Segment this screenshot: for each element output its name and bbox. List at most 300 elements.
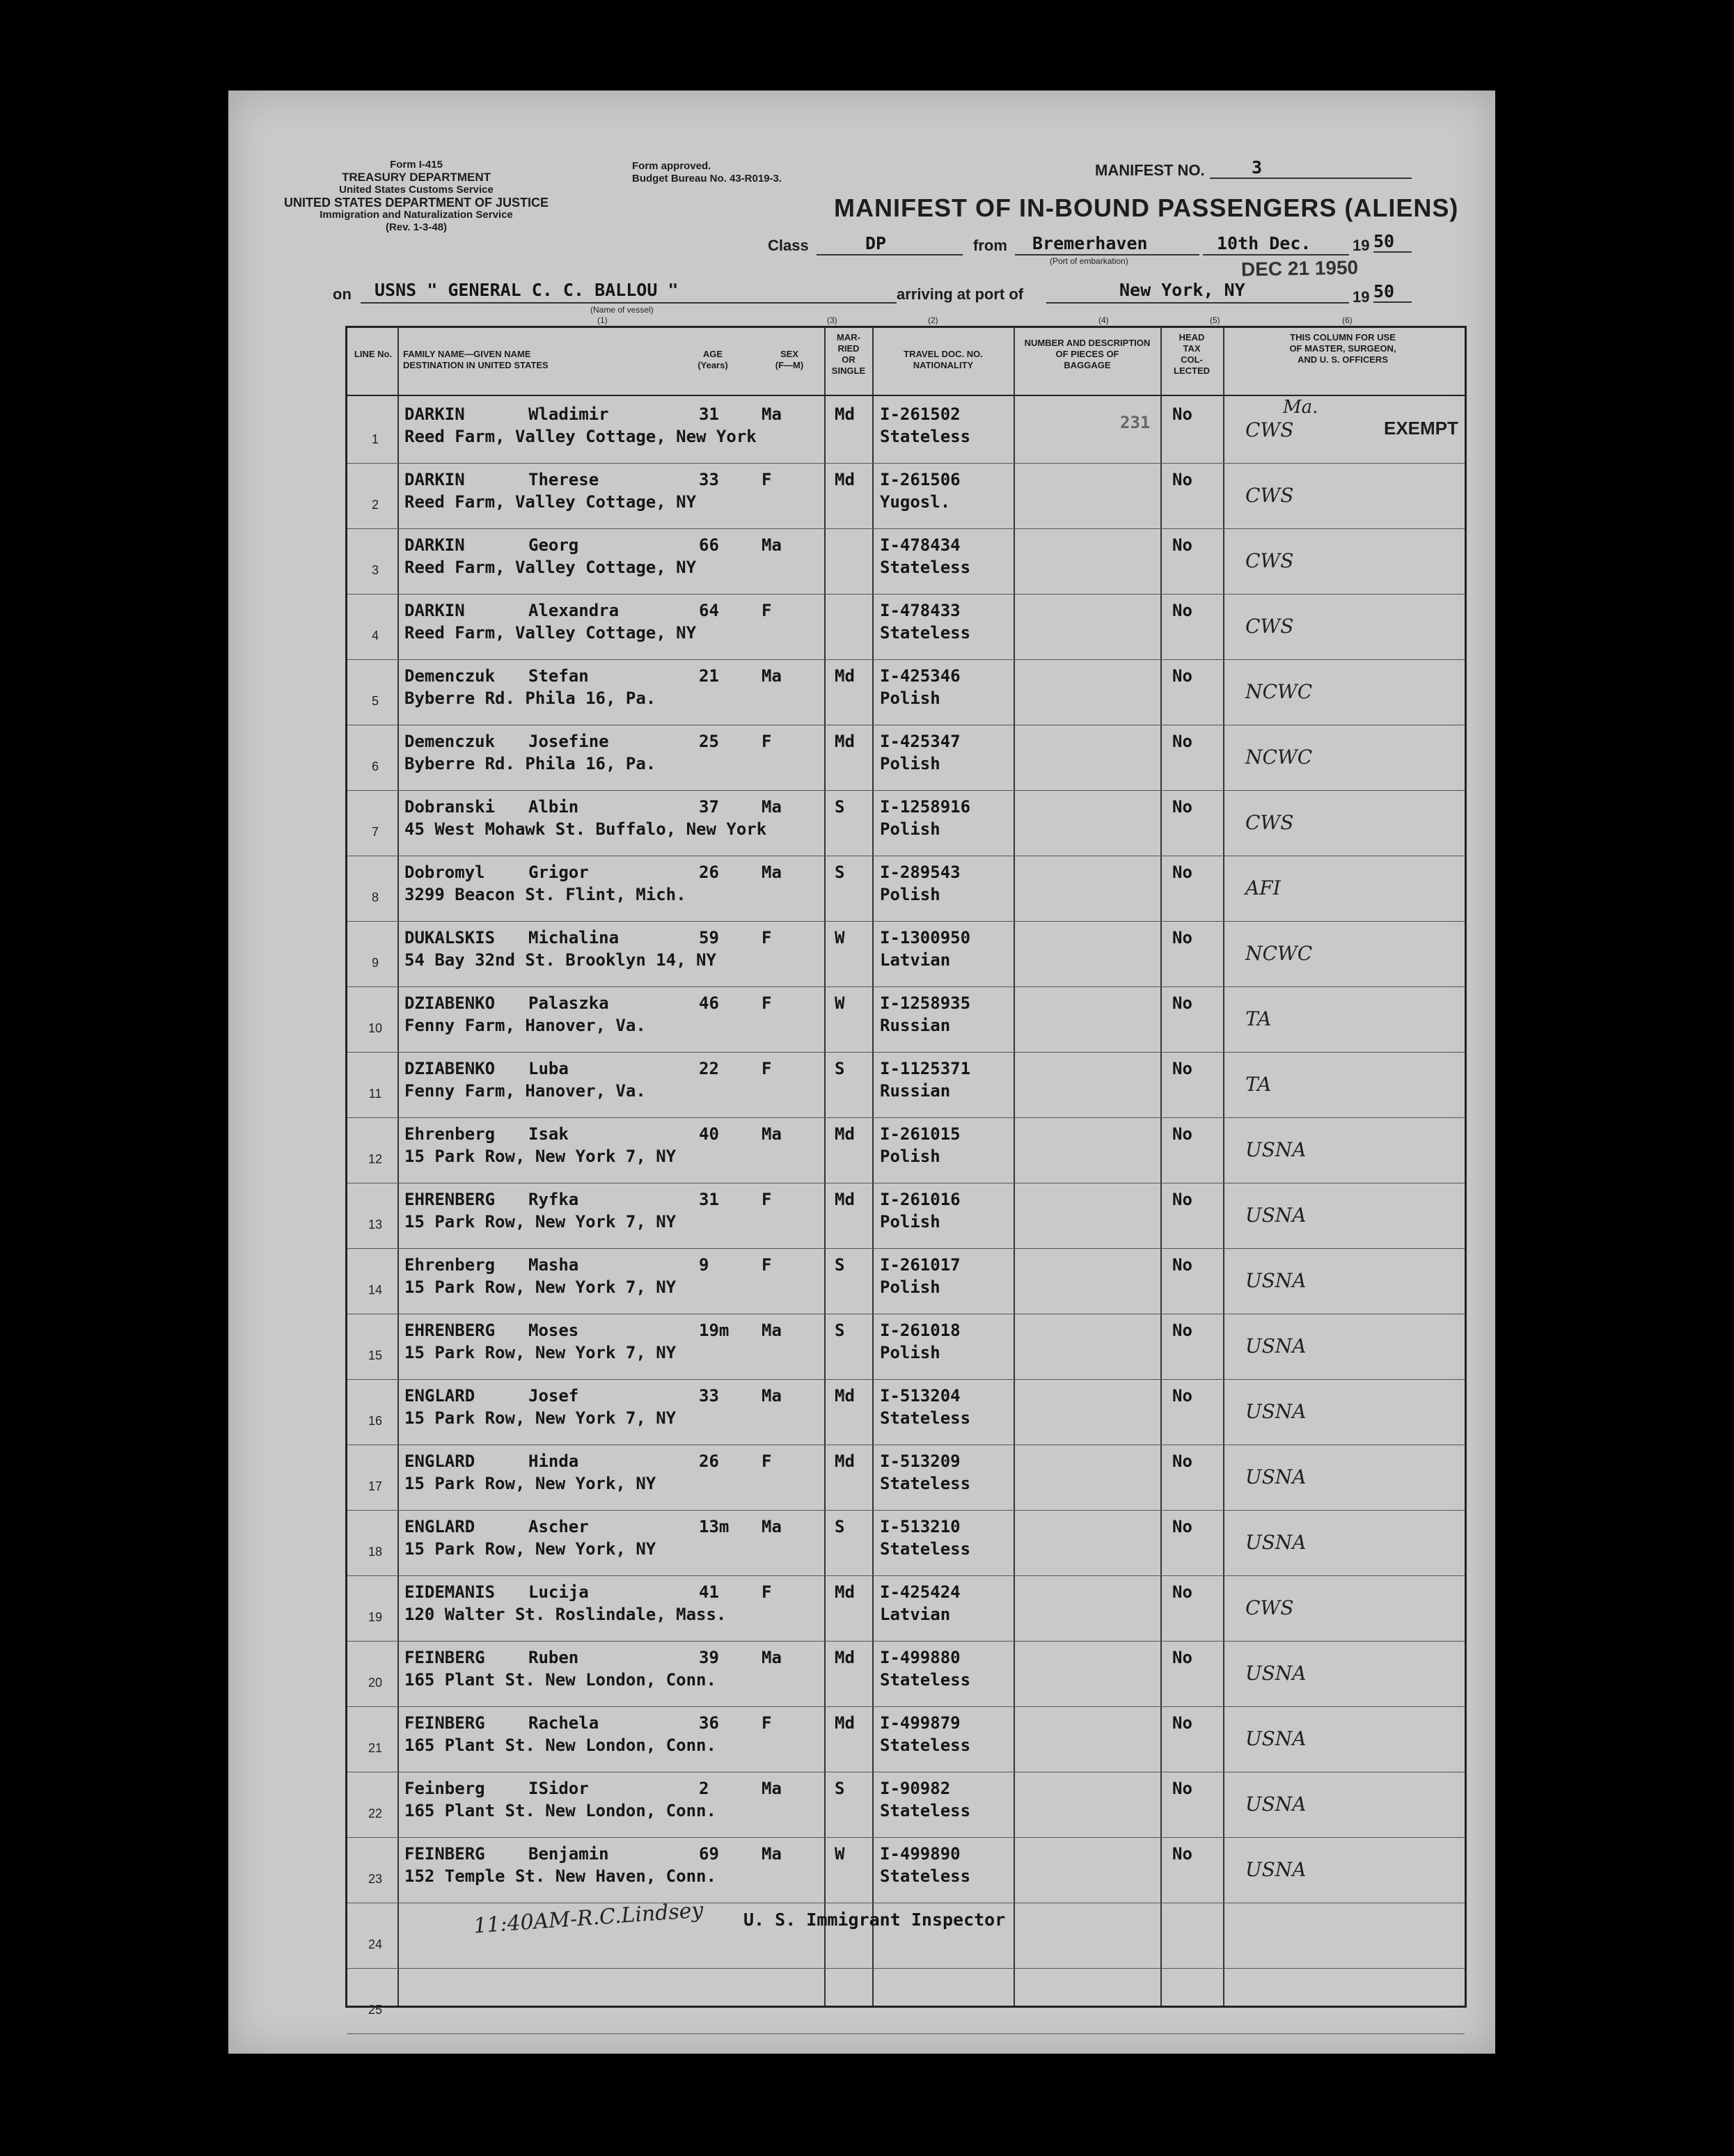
row-travel-doc: I-1258935 bbox=[880, 993, 971, 1013]
revision: (Rev. 1-3-48) bbox=[385, 221, 448, 233]
row-age: 22 bbox=[699, 1059, 719, 1078]
row-head-tax: No bbox=[1172, 797, 1192, 817]
row-age: 31 bbox=[699, 1190, 719, 1209]
page-title: MANIFEST OF IN-BOUND PASSENGERS (ALIENS) bbox=[834, 194, 1459, 222]
row-given-name: Masha bbox=[528, 1255, 579, 1275]
row-age: 25 bbox=[699, 732, 719, 751]
ma-annotation: Ma. bbox=[1283, 397, 1318, 418]
row-nationality: Polish bbox=[880, 688, 940, 708]
row-destination: Fenny Farm, Hanover, Va. bbox=[404, 1016, 646, 1035]
row-destination: Byberre Rd. Phila 16, Pa. bbox=[404, 688, 656, 708]
table-row bbox=[347, 1314, 1465, 1378]
row-head-tax: No bbox=[1172, 601, 1192, 620]
date-value: 10th Dec. bbox=[1217, 233, 1311, 253]
row-family-name: DUKALSKIS bbox=[404, 928, 496, 947]
row-family-name: DZIABENKO bbox=[404, 1059, 496, 1078]
row-travel-doc: I-425347 bbox=[880, 732, 961, 751]
row-nationality: Stateless bbox=[880, 1474, 971, 1493]
table-row bbox=[347, 725, 1465, 789]
arriving-port: New York, NY bbox=[1119, 280, 1245, 300]
row-travel-doc: I-499880 bbox=[880, 1648, 961, 1667]
row-line-number: 16 bbox=[368, 1414, 383, 1428]
row-sex: F bbox=[762, 1713, 772, 1733]
row-marital-status: Md bbox=[835, 470, 855, 489]
row-given-name: Benjamin bbox=[528, 1844, 609, 1864]
col-header-name: FAMILY NAME—GIVEN NAME DESTINATION IN UNITED STATES bbox=[403, 349, 549, 370]
row-marital-status: S bbox=[835, 1779, 845, 1798]
class-label: Class bbox=[768, 237, 809, 254]
row-marital-status: Md bbox=[835, 732, 855, 751]
row-age: 33 bbox=[699, 1386, 719, 1406]
row-nationality: Polish bbox=[880, 1147, 940, 1166]
row-given-name: Albin bbox=[528, 797, 579, 817]
row-sex: Ma bbox=[762, 404, 782, 424]
row-travel-doc: I-425424 bbox=[880, 1582, 961, 1602]
table-row bbox=[347, 986, 1465, 1051]
class-value: DP bbox=[865, 233, 887, 253]
row-family-name: EHRENBERG bbox=[404, 1321, 496, 1340]
row-marital-status: Md bbox=[835, 1713, 855, 1733]
row-travel-doc: I-425346 bbox=[880, 666, 961, 686]
row-line-number: 13 bbox=[368, 1218, 383, 1232]
row-destination: 152 Temple St. New Haven, Conn. bbox=[404, 1866, 716, 1886]
row-destination: 15 Park Row, New York 7, NY bbox=[404, 1147, 677, 1166]
row-marital-status: Md bbox=[835, 1124, 855, 1144]
row-destination: Reed Farm, Valley Cottage, NY bbox=[404, 492, 697, 512]
row-given-name: Wladimir bbox=[528, 404, 609, 424]
row-head-tax: No bbox=[1172, 732, 1192, 751]
row-marital-status: S bbox=[835, 1517, 845, 1536]
row-marital-status: Md bbox=[835, 1451, 855, 1471]
year1-value: 50 bbox=[1373, 231, 1412, 253]
row-given-name: Alexandra bbox=[528, 601, 620, 620]
on-label: on bbox=[333, 285, 352, 303]
row-sex: F bbox=[762, 928, 772, 947]
table-row bbox=[347, 659, 1465, 724]
vessel-name: USNS " GENERAL C. C. BALLOU " bbox=[375, 280, 679, 300]
row-age: 36 bbox=[699, 1713, 719, 1733]
row-line-number: 21 bbox=[368, 1741, 383, 1755]
table-row bbox=[347, 1772, 1465, 1836]
row-age: 40 bbox=[699, 1124, 719, 1144]
row-age: 21 bbox=[699, 666, 719, 686]
row-travel-doc: I-289543 bbox=[880, 863, 961, 882]
table-row bbox=[347, 463, 1465, 528]
row-marital-status: S bbox=[835, 1321, 845, 1340]
row-head-tax: No bbox=[1172, 1844, 1192, 1864]
row-sex: Ma bbox=[762, 1844, 782, 1864]
row-line-number: 14 bbox=[368, 1283, 383, 1297]
row-line-number: 23 bbox=[368, 1872, 383, 1886]
row-marital-status: W bbox=[835, 993, 845, 1013]
row-line-number: 19 bbox=[368, 1610, 383, 1624]
row-given-name: Grigor bbox=[528, 863, 589, 882]
row-age: 39 bbox=[699, 1648, 719, 1667]
row-agency-note: USNA bbox=[1245, 1858, 1307, 1881]
col-header-sex: SEX (F—M) bbox=[775, 349, 804, 370]
row-destination: 15 Park Row, New York 7, NY bbox=[404, 1408, 677, 1428]
table-row bbox=[347, 1968, 1465, 2033]
row-sex: F bbox=[762, 993, 772, 1013]
table-row bbox=[347, 594, 1465, 659]
row-sex: F bbox=[762, 1451, 772, 1471]
year1-prefix: 19 bbox=[1353, 237, 1370, 254]
row-age: 59 bbox=[699, 928, 719, 947]
row-agency-note: CWS bbox=[1245, 811, 1294, 834]
col-header-baggage: NUMBER AND DESCRIPTION OF PIECES OF BAGGAGE bbox=[1024, 338, 1151, 370]
row-nationality: Latvian bbox=[880, 950, 951, 970]
row-head-tax: No bbox=[1172, 863, 1192, 882]
col-header-line: LINE No. bbox=[354, 349, 393, 359]
row-given-name: Ryfka bbox=[528, 1190, 579, 1209]
row-marital-status: S bbox=[835, 797, 845, 817]
row-given-name: Hinda bbox=[528, 1451, 579, 1471]
row-age: 69 bbox=[699, 1844, 719, 1864]
year2-value: 50 bbox=[1373, 281, 1412, 303]
row-line-number: 2 bbox=[371, 498, 379, 512]
row-head-tax: No bbox=[1172, 1779, 1192, 1798]
row-line-number: 25 bbox=[368, 2003, 383, 2017]
row-head-tax: No bbox=[1172, 1059, 1192, 1078]
row-nationality: Latvian bbox=[880, 1605, 951, 1624]
table-row bbox=[347, 856, 1465, 920]
row-travel-doc: I-513204 bbox=[880, 1386, 961, 1406]
row-family-name: DARKIN bbox=[404, 601, 465, 620]
row-marital-status: S bbox=[835, 863, 845, 882]
row-marital-status: Md bbox=[835, 1582, 855, 1602]
row-given-name: Therese bbox=[528, 470, 599, 489]
row-nationality: Polish bbox=[880, 754, 940, 773]
vessel-caption: (Name of vessel) bbox=[590, 305, 654, 315]
col-num-5: (5) bbox=[1210, 315, 1220, 325]
row-agency-note: TA bbox=[1245, 1007, 1272, 1030]
row-marital-status: Md bbox=[835, 666, 855, 686]
row-nationality: Stateless bbox=[880, 1408, 971, 1428]
row-head-tax: No bbox=[1172, 470, 1192, 489]
row-line-number: 17 bbox=[368, 1479, 383, 1493]
row-given-name: Josef bbox=[528, 1386, 579, 1406]
arriving-field bbox=[1046, 280, 1349, 304]
row-agency-note: USNA bbox=[1245, 1138, 1307, 1161]
row-travel-doc: I-1258916 bbox=[880, 797, 971, 817]
row-nationality: Yugosl. bbox=[880, 492, 951, 512]
col-header-officers: THIS COLUMN FOR USE OF MASTER, SURGEON, AND U. S. OFFICERS bbox=[1289, 332, 1396, 365]
exempt-annotation: EXEMPT bbox=[1384, 418, 1458, 439]
row-marital-status: Md bbox=[835, 404, 855, 424]
customs-service: United States Customs Service bbox=[339, 184, 494, 196]
row-family-name: DARKIN bbox=[404, 535, 465, 555]
row-destination: 15 Park Row, New York 7, NY bbox=[404, 1277, 677, 1297]
row-agency-note: CWS bbox=[1245, 615, 1294, 638]
row-age: 31 bbox=[699, 404, 719, 424]
row-nationality: Russian bbox=[880, 1016, 951, 1035]
row-destination: 54 Bay 32nd St. Brooklyn 14, NY bbox=[404, 950, 716, 970]
row-agency-note: TA bbox=[1245, 1073, 1272, 1096]
row-given-name: Luba bbox=[528, 1059, 569, 1078]
row-destination: 15 Park Row, New York, NY bbox=[404, 1474, 656, 1493]
form-dept-block bbox=[249, 159, 583, 234]
row-line-number: 8 bbox=[371, 890, 379, 904]
row-line-number: 22 bbox=[368, 1807, 383, 1820]
table-row bbox=[347, 1575, 1465, 1640]
row-sex: Ma bbox=[762, 1386, 782, 1406]
treasury-dept: TREASURY DEPARTMENT bbox=[341, 171, 491, 184]
row-head-tax: No bbox=[1172, 404, 1192, 424]
row-agency-note: AFI bbox=[1245, 876, 1281, 899]
row-family-name: DZIABENKO bbox=[404, 993, 496, 1013]
year2-prefix: 19 bbox=[1353, 288, 1370, 306]
row-agency-note: USNA bbox=[1245, 1531, 1307, 1554]
table-row bbox=[347, 1117, 1465, 1182]
row-family-name: FEINBERG bbox=[404, 1648, 485, 1667]
row-agency-note: USNA bbox=[1245, 1400, 1307, 1423]
row-nationality: Polish bbox=[880, 1277, 940, 1297]
form-approved: Form approved. bbox=[632, 160, 711, 172]
row-given-name: Josefine bbox=[528, 732, 609, 751]
row-given-name: Ruben bbox=[528, 1648, 579, 1667]
row-travel-doc: I-261506 bbox=[880, 470, 961, 489]
row-nationality: Stateless bbox=[880, 1670, 971, 1690]
row-travel-doc: I-1300950 bbox=[880, 928, 971, 947]
row-nationality: Russian bbox=[880, 1081, 951, 1101]
row-sex: Ma bbox=[762, 1321, 782, 1340]
col-header-married: MAR- RIED OR SINGLE bbox=[831, 332, 866, 376]
row-travel-doc: I-261017 bbox=[880, 1255, 961, 1275]
justice-dept: UNITED STATES DEPARTMENT OF JUSTICE bbox=[283, 196, 549, 210]
approval-block bbox=[632, 160, 827, 185]
row-marital-status: Md bbox=[835, 1386, 855, 1406]
table-row bbox=[347, 1510, 1465, 1575]
row-sex: Ma bbox=[762, 1517, 782, 1536]
row-divider bbox=[347, 2033, 1465, 2034]
row-nationality: Polish bbox=[880, 885, 940, 904]
row-family-name: Dobromyl bbox=[404, 863, 485, 882]
row-nationality: Polish bbox=[880, 1212, 940, 1232]
row-agency-note: USNA bbox=[1245, 1465, 1307, 1488]
row-line-number: 6 bbox=[371, 760, 379, 773]
row-nationality: Stateless bbox=[880, 1736, 971, 1755]
row-nationality: Stateless bbox=[880, 427, 971, 446]
row-sex: F bbox=[762, 601, 772, 620]
table-row bbox=[347, 1248, 1465, 1313]
table-row bbox=[347, 1379, 1465, 1444]
row-head-tax: No bbox=[1172, 1255, 1192, 1275]
from-label: from bbox=[973, 237, 1007, 254]
row-head-tax: No bbox=[1172, 1713, 1192, 1733]
row-head-tax: No bbox=[1172, 928, 1192, 947]
row-line-number: 10 bbox=[368, 1021, 383, 1035]
row-marital-status: Md bbox=[835, 1190, 855, 1209]
row-given-name: Georg bbox=[528, 535, 579, 555]
date-field bbox=[1203, 233, 1349, 255]
row-age: 66 bbox=[699, 535, 719, 555]
row-sex: Ma bbox=[762, 1124, 782, 1144]
row-line-number: 7 bbox=[371, 825, 379, 839]
row-travel-doc: I-261016 bbox=[880, 1190, 961, 1209]
row-travel-doc: I-478433 bbox=[880, 601, 961, 620]
inspector-signature: 11:40AM-R.C.Lindsey bbox=[473, 1898, 704, 1939]
row-age: 46 bbox=[699, 993, 719, 1013]
row-destination: 3299 Beacon St. Flint, Mich. bbox=[404, 885, 686, 904]
row-sex: Ma bbox=[762, 863, 782, 882]
manifest-no-label: MANIFEST NO. bbox=[1095, 162, 1205, 179]
row-age: 33 bbox=[699, 470, 719, 489]
row-travel-doc: I-90982 bbox=[880, 1779, 951, 1798]
col-num-2: (2) bbox=[928, 315, 938, 325]
row-line-number: 11 bbox=[368, 1087, 382, 1101]
row-age: 19m bbox=[699, 1321, 730, 1340]
row-agency-note: USNA bbox=[1245, 1269, 1307, 1292]
from-value: Bremerhaven bbox=[1032, 233, 1148, 253]
row-sex: F bbox=[762, 470, 772, 489]
row-sex: Ma bbox=[762, 535, 782, 555]
row-family-name: ENGLARD bbox=[404, 1451, 475, 1471]
row-agency-note: NCWC bbox=[1245, 746, 1313, 769]
row-nationality: Polish bbox=[880, 1343, 940, 1362]
row-nationality: Polish bbox=[880, 819, 940, 839]
col-num-4: (4) bbox=[1098, 315, 1109, 325]
row-age: 64 bbox=[699, 601, 719, 620]
row-given-name: Moses bbox=[528, 1321, 579, 1340]
row-given-name: Michalina bbox=[528, 928, 620, 947]
row-travel-doc: I-478434 bbox=[880, 535, 961, 555]
row-age: 9 bbox=[699, 1255, 709, 1275]
row-agency-note: CWS bbox=[1245, 484, 1294, 507]
row-sex: F bbox=[762, 732, 772, 751]
row-travel-doc: I-261018 bbox=[880, 1321, 961, 1340]
row-head-tax: No bbox=[1172, 993, 1192, 1013]
form-number: Form I-415 bbox=[390, 159, 443, 171]
arriving-label: arriving at port of bbox=[897, 285, 1024, 303]
row-age: 37 bbox=[699, 797, 719, 817]
row-line-number: 4 bbox=[371, 629, 379, 643]
row-agency-note: USNA bbox=[1245, 1662, 1307, 1685]
row-destination: 165 Plant St. New London, Conn. bbox=[404, 1801, 716, 1820]
row-destination: Byberre Rd. Phila 16, Pa. bbox=[404, 754, 656, 773]
row-agency-note: CWS bbox=[1245, 1596, 1294, 1619]
port-embark-caption: (Port of embarkation) bbox=[1050, 256, 1128, 266]
row-age: 41 bbox=[699, 1582, 719, 1602]
row-line-number: 9 bbox=[371, 956, 379, 970]
date-stamp: DEC 21 1950 bbox=[1240, 256, 1359, 281]
row-nationality: Stateless bbox=[880, 1801, 971, 1820]
class-field bbox=[817, 233, 963, 255]
row-line-number: 5 bbox=[371, 694, 379, 708]
row-family-name: FEINBERG bbox=[404, 1844, 485, 1864]
table-row bbox=[347, 1052, 1465, 1117]
row-agency-note: USNA bbox=[1245, 1793, 1307, 1816]
row-line-number: 20 bbox=[368, 1676, 383, 1690]
row-family-name: Demenczuk bbox=[404, 732, 496, 751]
row-nationality: Stateless bbox=[880, 1866, 971, 1886]
row-marital-status: W bbox=[835, 1844, 845, 1864]
header-divider bbox=[347, 395, 1465, 396]
row-marital-status: S bbox=[835, 1255, 845, 1275]
row-head-tax: No bbox=[1172, 1451, 1192, 1471]
manifest-no-text: 3 bbox=[1252, 157, 1263, 178]
col-header-age: AGE (Years) bbox=[697, 349, 728, 370]
row-family-name: FEINBERG bbox=[404, 1713, 485, 1733]
row-head-tax: No bbox=[1172, 1517, 1192, 1536]
table-row bbox=[347, 528, 1465, 593]
col-num-1: (1) bbox=[597, 315, 608, 325]
manifest-page bbox=[228, 91, 1495, 2054]
row-line-number: 15 bbox=[368, 1348, 383, 1362]
row-marital-status: Md bbox=[835, 1648, 855, 1667]
row-destination: Reed Farm, Valley Cottage, New York bbox=[404, 427, 757, 446]
row-destination: 45 West Mohawk St. Buffalo, New York bbox=[404, 819, 767, 839]
col-num-3: (3) bbox=[827, 315, 837, 325]
row-family-name: EHRENBERG bbox=[404, 1190, 496, 1209]
table-row bbox=[347, 1641, 1465, 1706]
row-sex: F bbox=[762, 1255, 772, 1275]
row-travel-doc: I-513210 bbox=[880, 1517, 961, 1536]
table-row bbox=[347, 1837, 1465, 1902]
row-travel-doc: I-261502 bbox=[880, 404, 961, 424]
row-given-name: Rachela bbox=[528, 1713, 599, 1733]
row-sex: F bbox=[762, 1582, 772, 1602]
row-sex: Ma bbox=[762, 797, 782, 817]
row-destination: 15 Park Row, New York, NY bbox=[404, 1539, 656, 1559]
table-row bbox=[347, 1183, 1465, 1248]
row-age: 26 bbox=[699, 863, 719, 882]
row-given-name: Ascher bbox=[528, 1517, 589, 1536]
row-nationality: Stateless bbox=[880, 1539, 971, 1559]
budget-bureau: Budget Bureau No. 43-R019-3. bbox=[632, 173, 782, 184]
row-family-name: DARKIN bbox=[404, 404, 465, 424]
row-agency-note: NCWC bbox=[1245, 942, 1313, 965]
table-row bbox=[347, 790, 1465, 855]
manifest-no-value bbox=[1210, 157, 1412, 179]
row-destination: Reed Farm, Valley Cottage, NY bbox=[404, 558, 697, 577]
row-travel-doc: I-261015 bbox=[880, 1124, 961, 1144]
from-field bbox=[1015, 233, 1199, 255]
row-family-name: EIDEMANIS bbox=[404, 1582, 496, 1602]
row-sex: F bbox=[762, 1059, 772, 1078]
row-travel-doc: I-513209 bbox=[880, 1451, 961, 1471]
row-age: 13m bbox=[699, 1517, 730, 1536]
row-marital-status: S bbox=[835, 1059, 845, 1078]
row-age: 2 bbox=[699, 1779, 709, 1798]
row-head-tax: No bbox=[1172, 1124, 1192, 1144]
row-line-number: 1 bbox=[371, 432, 379, 446]
row-line-number: 24 bbox=[368, 1937, 383, 1951]
row-line-number: 12 bbox=[368, 1152, 383, 1166]
row-head-tax: No bbox=[1172, 1648, 1192, 1667]
row-head-tax: No bbox=[1172, 1190, 1192, 1209]
row-marital-status: W bbox=[835, 928, 845, 947]
row-sex: F bbox=[762, 1190, 772, 1209]
row-family-name: ENGLARD bbox=[404, 1386, 475, 1406]
vessel-field bbox=[361, 280, 897, 304]
table-row bbox=[347, 1445, 1465, 1509]
passenger-table bbox=[345, 326, 1467, 2017]
row-family-name: DARKIN bbox=[404, 470, 465, 489]
row-family-name: Demenczuk bbox=[404, 666, 496, 686]
row-family-name: Dobranski bbox=[404, 797, 496, 817]
row-line-number: 18 bbox=[368, 1545, 383, 1559]
row-sex: Ma bbox=[762, 1779, 782, 1798]
row-family-name: Feinberg bbox=[404, 1779, 485, 1798]
row-family-name: Ehrenberg bbox=[404, 1124, 496, 1144]
table-row bbox=[347, 1706, 1465, 1771]
row-sex: Ma bbox=[762, 1648, 782, 1667]
row-family-name: ENGLARD bbox=[404, 1517, 475, 1536]
row-agency-note: NCWC bbox=[1245, 680, 1313, 703]
row-agency-note: USNA bbox=[1245, 1335, 1307, 1358]
row-nationality: Stateless bbox=[880, 623, 971, 643]
row-age: 26 bbox=[699, 1451, 719, 1471]
